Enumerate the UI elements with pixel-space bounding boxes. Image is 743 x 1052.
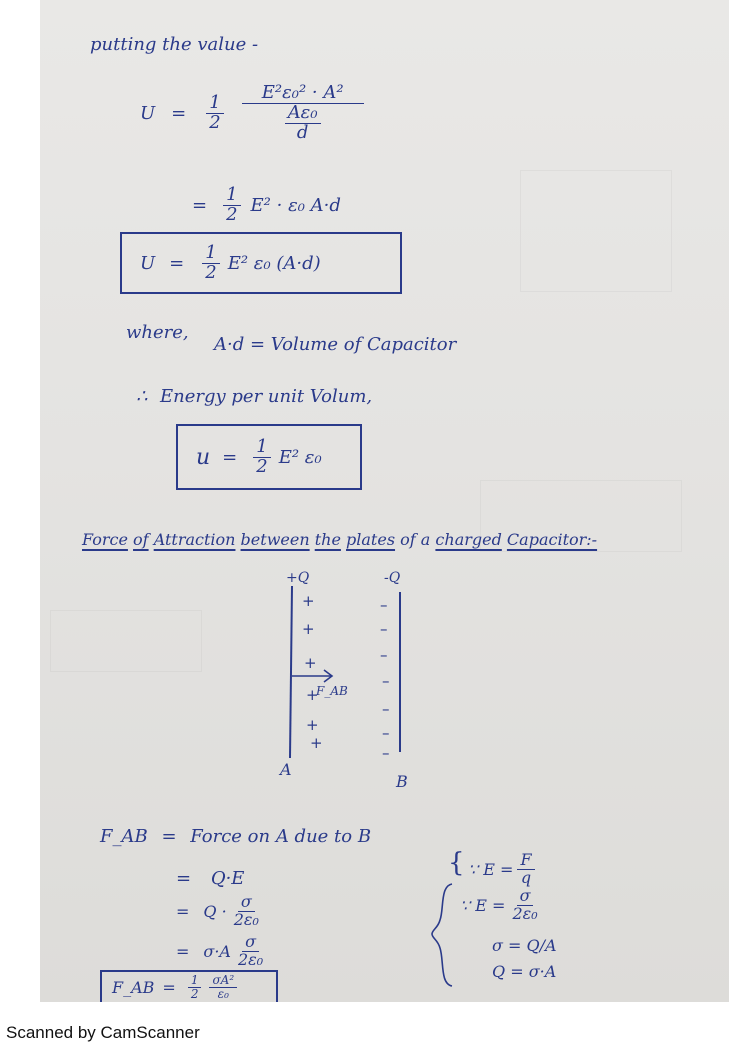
main-fraction: $\frac{\text{E²ε₀² · A²}}{\frac{\text{Aε₀}}{d}}$: [242, 84, 364, 143]
eq-expression: E² ε₀ (A·d): [227, 252, 321, 274]
eq-sign: =: [161, 826, 177, 847]
eq-sign: =: [222, 446, 238, 468]
plus-sign: +: [306, 686, 319, 704]
eq-lhs: F_AB: [112, 977, 155, 997]
energy-per-volume-text: Energy per unit Volum,: [160, 386, 373, 407]
eq-lhs: U: [140, 252, 156, 274]
eq-lhs: U: [140, 102, 156, 124]
plate-b-label: B: [396, 772, 408, 791]
capacitor-plates-svg: [270, 580, 420, 760]
brace-bottom: [430, 880, 460, 990]
plus-sign: +: [310, 734, 323, 752]
minus-sign: –: [382, 672, 390, 690]
minus-sign: –: [382, 700, 390, 718]
show-through-mark: [50, 610, 202, 672]
eq-sign: =: [192, 194, 208, 216]
boxed-energy-density: [176, 424, 362, 490]
plate-b-charge-label: -Q: [384, 570, 401, 586]
half-fraction: $\frac{1}{2}$: [253, 438, 270, 477]
force-arrow-label: F_AB: [316, 684, 348, 698]
side-note-charge: Q = σ·A: [492, 962, 557, 981]
show-through-mark: [520, 170, 672, 292]
minus-sign: –: [382, 744, 390, 762]
where-label: where,: [126, 322, 189, 343]
minus-sign: –: [380, 646, 388, 664]
main-fraction: $\frac{\text{σA²}}{\text{ε₀}}$: [209, 974, 237, 1000]
scanner-watermark: Scanned by CamScanner: [6, 1023, 200, 1042]
equation-energy-simplified: [192, 186, 341, 225]
plus-sign: +: [302, 592, 315, 610]
half-fraction: $\frac{1}{2}$: [202, 244, 219, 283]
scanned-page: [40, 0, 729, 1002]
plus-sign: +: [302, 620, 315, 638]
brace-top: {: [448, 848, 465, 878]
force-definition-text: Force on A due to B: [190, 826, 372, 847]
force-definition: [100, 826, 371, 847]
eq-sign: =: [162, 977, 176, 997]
eq-expression: E² · ε₀ A·d: [250, 194, 341, 216]
plus-sign: +: [304, 654, 317, 672]
side-note-e-sigma: ∵ E = $\frac{\sigma}{\text{2ε₀}}$: [460, 886, 538, 923]
capacitance-fraction: $\frac{\text{Aε₀}}{d}$: [285, 104, 321, 143]
eq-sign: =: [169, 252, 185, 274]
half-fraction: $\frac{1}{2}$: [188, 974, 202, 1000]
minus-sign: –: [382, 724, 390, 742]
eq-expression: E² ε₀: [278, 446, 322, 468]
side-note-sigma: σ = Q/A: [492, 936, 557, 955]
force-step-2: = Q · $\frac{\sigma}{\text{2ε₀}}$: [176, 892, 259, 929]
eq-lhs: u: [196, 444, 211, 470]
section-heading: Force of Attraction between the plates of a charged Capacitor:-: [82, 530, 598, 549]
plate-a-label: A: [280, 760, 292, 779]
boxed-energy-result: [120, 232, 402, 294]
boxed-force-result: [100, 970, 278, 1002]
note-line-putting-value: putting the value -: [90, 34, 259, 55]
minus-sign: –: [380, 620, 388, 638]
equation-energy-substitution: [140, 84, 368, 143]
plate-a-charge-label: +Q: [286, 570, 310, 586]
therefore-symbol: ∴: [136, 386, 148, 407]
force-step-3: = σ·A $\frac{\sigma}{\text{2ε₀}}$: [176, 932, 264, 969]
eq-lhs: F_AB: [100, 826, 148, 847]
half-fraction: $\frac{1}{2}$: [206, 94, 223, 133]
plate-a-line: [290, 586, 292, 758]
force-step-1: = Q·E: [176, 868, 245, 889]
plus-sign: +: [306, 716, 319, 734]
where-volume-text: A·d = Volume of Capacitor: [214, 334, 457, 355]
eq-sign: =: [171, 102, 187, 124]
half-fraction: $\frac{1}{2}$: [223, 186, 240, 225]
side-note-e-field: ∵ E = $\frac{F}{q}$: [468, 852, 539, 887]
minus-sign: –: [380, 596, 388, 614]
